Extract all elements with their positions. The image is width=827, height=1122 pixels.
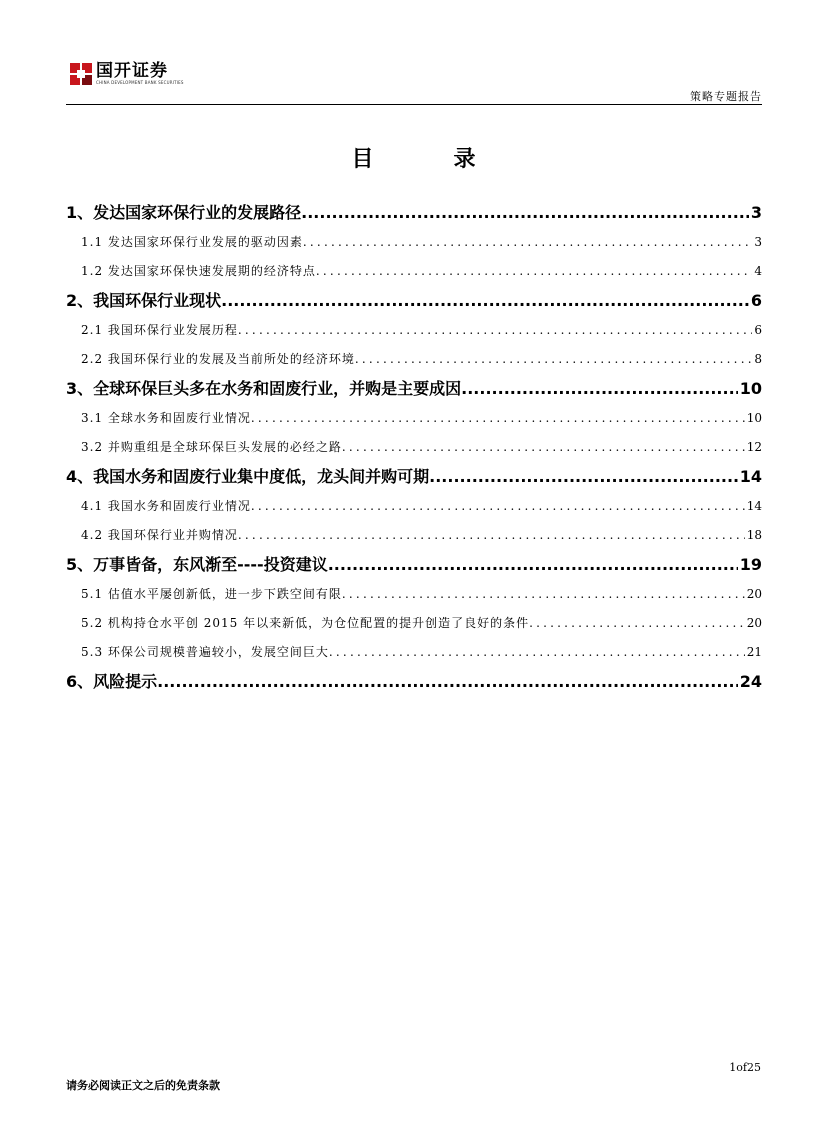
toc-entry-page: 20 — [746, 587, 762, 601]
toc-entry-page: 10 — [746, 411, 762, 425]
toc-entry-title: 6、风险提示 — [66, 672, 158, 691]
page-number: 1of25 — [729, 1061, 761, 1074]
toc-entry-title: 5.1 估值水平屡创新低，进一步下跌空间有限 — [81, 587, 342, 601]
toc-chapter-entry[interactable] — [66, 550, 762, 580]
toc-section-entry[interactable] — [66, 609, 762, 638]
toc-leader-dots — [301, 198, 749, 228]
toc-leader-dots — [316, 257, 752, 286]
toc-chapter-entry[interactable] — [66, 286, 762, 316]
toc-leader-dots — [157, 667, 738, 697]
toc-entry-page: 12 — [746, 440, 762, 454]
company-logo — [70, 62, 184, 85]
toc-leader-dots — [429, 462, 738, 492]
toc-entry-title: 4、我国水务和固废行业集中度低，龙头间并购可期 — [66, 467, 430, 486]
toc-section-entry[interactable] — [66, 228, 762, 257]
toc-section-entry[interactable] — [66, 638, 762, 667]
toc-entry-title: 3.1 全球水务和固废行业情况 — [81, 411, 251, 425]
toc-section-entry[interactable] — [66, 521, 762, 550]
toc-entry-title: 5.2 机构持仓水平创 2015 年以来新低，为仓位配置的提升创造了良好的条件 — [81, 616, 530, 630]
toc-entry-page: 8 — [754, 352, 762, 366]
toc-entry-page: 3 — [750, 203, 762, 222]
toc-leader-dots — [303, 228, 752, 257]
logo-text: 国开证券 — [96, 61, 168, 81]
toc-leader-dots — [461, 374, 738, 404]
toc-entry-title: 2、我国环保行业现状 — [66, 291, 222, 310]
toc-leader-dots — [238, 521, 745, 550]
toc-entry-title: 1.1 发达国家环保行业发展的驱动因素 — [81, 235, 303, 249]
toc-leader-dots — [251, 492, 745, 521]
toc-entry-page: 14 — [746, 499, 762, 513]
toc-section-entry[interactable] — [66, 404, 762, 433]
toc-entry-page: 6 — [754, 323, 762, 337]
toc-entry-title: 4.2 我国环保行业并购情况 — [81, 528, 238, 542]
toc-leader-dots — [342, 433, 745, 462]
toc-chapter-entry[interactable] — [66, 667, 762, 697]
toc-leader-dots — [355, 345, 752, 374]
toc-leader-dots — [329, 638, 745, 667]
toc-entry-page: 18 — [746, 528, 762, 542]
logo-mark-icon — [70, 63, 92, 85]
toc-entry-page: 4 — [754, 264, 762, 278]
toc-entry-title: 4.1 我国水务和固废行业情况 — [81, 499, 251, 513]
page-header — [66, 60, 762, 106]
toc-section-entry[interactable] — [66, 345, 762, 374]
toc-leader-dots — [328, 550, 738, 580]
toc-entry-title: 1.2 发达国家环保快速发展期的经济特点 — [81, 264, 316, 278]
toc-entry-page: 24 — [739, 672, 762, 691]
toc-entry-title: 2.2 我国环保行业的发展及当前所处的经济环境 — [81, 352, 355, 366]
toc-title: 目录 — [351, 147, 556, 172]
toc-section-entry[interactable] — [66, 316, 762, 345]
toc-entry-page: 10 — [739, 379, 762, 398]
toc-section-entry[interactable] — [66, 433, 762, 462]
toc-entry-title: 5.3 环保公司规模普遍较小，发展空间巨大 — [81, 645, 329, 659]
toc-entry-page: 3 — [754, 235, 762, 249]
toc-section-entry[interactable] — [66, 580, 762, 609]
toc-section-entry[interactable] — [66, 492, 762, 521]
toc-entry-title: 3、全球环保巨头多在水务和固废行业，并购是主要成因 — [66, 379, 462, 398]
report-type-label: 策略专题报告 — [690, 90, 762, 103]
toc-entry-title: 1、发达国家环保行业的发展路径 — [66, 203, 302, 222]
toc-leader-dots — [221, 286, 749, 316]
toc-leader-dots — [251, 404, 745, 433]
toc-entry-title: 5、万事皆备，东风渐至----投资建议 — [66, 555, 328, 574]
toc-entry-page: 21 — [746, 645, 762, 659]
toc-chapter-entry[interactable] — [66, 198, 762, 228]
toc-entry-title: 2.1 我国环保行业发展历程 — [81, 323, 238, 337]
toc-entry-page: 6 — [750, 291, 762, 310]
toc-leader-dots — [529, 609, 745, 638]
toc-entry-page: 20 — [746, 616, 762, 630]
toc-entry-page: 19 — [739, 555, 762, 574]
table-of-contents — [66, 198, 762, 697]
toc-leader-dots — [342, 580, 745, 609]
toc-entry-title: 3.2 并购重组是全球环保巨头发展的必经之路 — [81, 440, 342, 454]
disclaimer-note: 请务必阅读正文之后的免责条款 — [66, 1079, 220, 1092]
toc-chapter-entry[interactable] — [66, 374, 762, 404]
toc-leader-dots — [238, 316, 752, 345]
toc-chapter-entry[interactable] — [66, 462, 762, 492]
header-divider — [66, 104, 762, 105]
logo-subtext: CHINA DEVELOPMENT BANK SECURITIES — [96, 80, 184, 85]
toc-entry-page: 14 — [739, 467, 762, 486]
toc-section-entry[interactable] — [66, 257, 762, 286]
